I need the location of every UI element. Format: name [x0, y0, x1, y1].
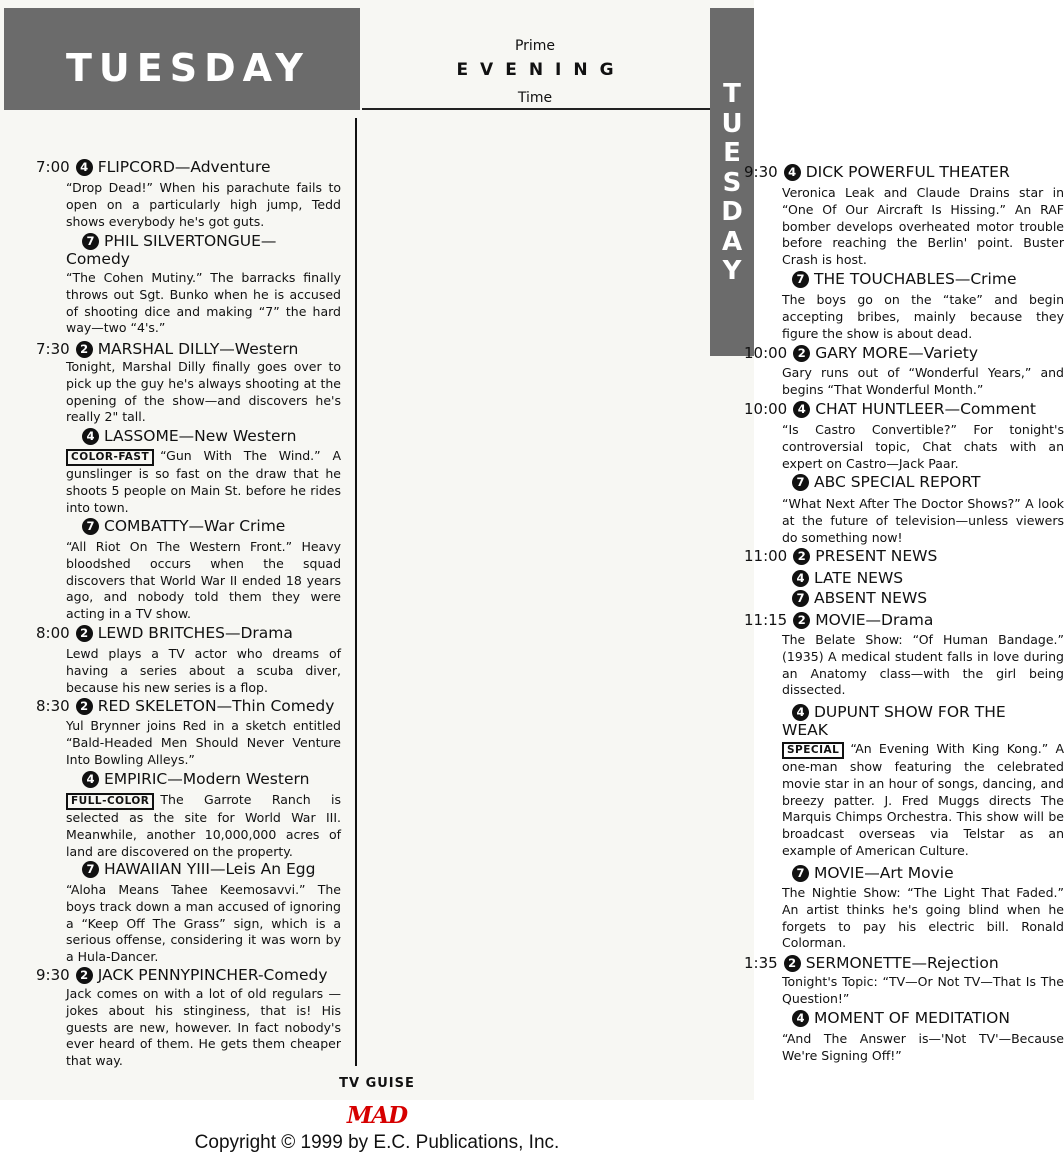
program-title: LASSOME—New Western	[104, 427, 297, 445]
program-title: MARSHAL DILLY—Western	[97, 340, 299, 358]
listing-title-row	[792, 864, 954, 882]
description-text: “Is Castro Convertible?” For tonight's controversial topic, Chat chats with an expert on Castro—Jack Paar.	[782, 422, 1064, 471]
channel-badge: 7	[82, 861, 99, 878]
program-description	[782, 741, 1064, 860]
description-text: Jack comes on with a lot of old regulars —jokes about his stinginess, that is! His guests are new, however. In fact nobody's ever heard of them. He gets them cheaper that way.	[66, 986, 341, 1069]
description-text: “The Cohen Mutiny.” The barracks finally throws out Sgt. Bunko when he is accused of shooting dice and making “7” the hard way—two “4's.”	[66, 270, 341, 336]
channel-badge: 2	[793, 612, 810, 629]
prime-label: Prime	[514, 38, 556, 54]
channel-badge: 7	[82, 518, 99, 535]
channel-badge: 2	[784, 955, 801, 972]
listing-title-row	[82, 427, 296, 445]
copyright-notice: Copyright © 1999 by E.C. Publications, Inc.	[194, 1132, 560, 1153]
time-slot: 11:00	[744, 547, 788, 565]
program-title: COMBATTY—War Crime	[104, 517, 286, 535]
description-text: “An Evening With King Kong.” A one-man show featuring the celebrated movie star in an hour of songs, dancing, and breezy patter. J. Fred Muggs directs The Marquis Chimps Orchestra. This show will be broadcast overseas via Telstar as an example of American Culture.	[782, 741, 1064, 858]
listing-title-row	[82, 232, 276, 250]
prime-time-header	[362, 8, 708, 108]
channel-badge: 4	[82, 428, 99, 445]
time-slot: 7:30	[36, 340, 70, 358]
channel-badge: 4	[793, 401, 810, 418]
program-description	[66, 718, 341, 768]
program-title: DUPUNT SHOW FOR THE	[814, 703, 1006, 721]
channel-badge: 2	[793, 548, 810, 565]
program-title: MOMENT OF MEDITATION	[814, 1009, 1010, 1027]
side-day-tab	[710, 8, 754, 356]
listing-title-row	[36, 624, 293, 642]
color-tag: SPECIAL	[782, 742, 844, 759]
time-slot: 9:30	[744, 163, 778, 181]
program-description	[782, 496, 1064, 546]
listing-title-row	[792, 270, 1016, 288]
channel-badge: 7	[82, 233, 99, 250]
channel-badge: 2	[76, 341, 93, 358]
column-divider	[355, 118, 357, 1066]
description-text: Veronica Leak and Claude Drains star in “One Of Our Aircraft Is Hissing.” An RAF bomber develops overheated motor trouble before reaching the Berlin' point. Buster Crash is host.	[782, 185, 1064, 268]
channel-badge: 2	[76, 698, 93, 715]
description-text: The Garrote Ranch is selected as the site for World War III. Meanwhile, another 10,000,000 acres of land are discovered on the property.	[66, 792, 341, 859]
color-tag: COLOR-FAST	[66, 449, 154, 466]
header-rule	[362, 108, 710, 110]
program-title: MOVIE—Drama	[815, 611, 934, 629]
program-description	[66, 448, 341, 516]
program-description	[66, 270, 341, 337]
description-text: Lewd plays a TV actor who dreams of having a series about a scuba diver, because his new series is a flop.	[66, 646, 341, 695]
description-text: “All Riot On The Western Front.” Heavy bloodshed occurs when the squad discovers that World War II ended 18 years ago, and nobody told them they were acting in a TV show.	[66, 539, 341, 622]
program-description	[782, 292, 1064, 342]
listing-title-row	[36, 966, 328, 984]
description-text: The Nightie Show: “The Light That Faded.” An artist thinks he's going blind when he forgets to pay his electric bill. Ronald Colorman.	[782, 885, 1064, 951]
time-slot: 9:30	[36, 966, 70, 984]
channel-badge: 4	[792, 1010, 809, 1027]
program-description	[782, 885, 1064, 952]
channel-badge: 4	[76, 159, 93, 176]
program-description	[782, 974, 1064, 1008]
program-title: FLIPCORD—Adventure	[97, 158, 271, 176]
program-description	[782, 422, 1064, 472]
listing-title-row	[744, 400, 1036, 418]
footer-magazine-name: TV GUISE	[339, 1076, 415, 1091]
program-description	[782, 185, 1064, 269]
program-title: PRESENT NEWS	[815, 547, 938, 565]
listing-title-row	[744, 344, 978, 362]
program-title: LATE NEWS	[814, 569, 904, 587]
program-description	[66, 986, 341, 1070]
channel-badge: 7	[792, 590, 809, 607]
channel-badge: 7	[792, 865, 809, 882]
time-slot: 11:15	[744, 611, 788, 629]
listing-title-row	[792, 703, 1006, 721]
listing-title-row	[744, 954, 999, 972]
channel-badge: 4	[792, 570, 809, 587]
description-text: Yul Brynner joins Red in a sketch entitled “Bald-Headed Men Should Never Venture Into Bowling Alleys.”	[66, 718, 341, 767]
listing-title-row	[792, 569, 903, 587]
program-title: MOVIE—Art Movie	[814, 864, 954, 882]
program-title: HAWAIIAN YIII—Leis An Egg	[104, 860, 316, 878]
program-title: ABC SPECIAL REPORT	[814, 473, 981, 491]
description-text: Tonight's Topic: “TV—Or Not TV—That Is The Question!”	[782, 974, 1064, 1006]
channel-badge: 2	[793, 345, 810, 362]
listing-title-row	[36, 340, 298, 358]
listing-title-row	[744, 547, 937, 565]
program-description	[66, 539, 341, 623]
listing-title-row	[36, 158, 271, 176]
description-text: “Aloha Means Tahee Keemosavvi.” The boys track down a man accused of ignoring a “Keep Off The Grass” sign, which is a serious offense, considering it was worn by a Hula-Dancer.	[66, 882, 341, 965]
listing-title-row	[792, 473, 980, 491]
channel-badge: 7	[792, 474, 809, 491]
program-title: THE TOUCHABLES—Crime	[814, 270, 1017, 288]
description-text: Gary runs out of “Wonderful Years,” and begins “That Wonderful Month.”	[782, 365, 1064, 397]
channel-badge: 4	[82, 771, 99, 788]
program-description	[782, 1031, 1064, 1065]
color-tag: FULL-COLOR	[66, 793, 154, 810]
description-text: The boys go on the “take” and begin accepting bribes, mainly because they figure the show is about dead.	[782, 292, 1064, 341]
description-text: “And The Answer is—'Not TV'—Because We're Signing Off!”	[782, 1031, 1064, 1063]
program-title: SERMONETTE—Rejection	[805, 954, 999, 972]
channel-badge: 2	[76, 967, 93, 984]
listing-title-row	[82, 860, 315, 878]
description-text: “What Next After The Doctor Shows?” A look at the future of television—unless viewers do something now!	[782, 496, 1064, 545]
time-slot: 1:35	[744, 954, 778, 972]
channel-badge: 4	[784, 164, 801, 181]
description-text: “Gun With The Wind.” A gunslinger is so fast on the draw that he shoots 5 people on Main St. before he rides into town.	[66, 448, 341, 515]
program-title: JACK PENNYPINCHER-Comedy	[97, 966, 328, 984]
time-slot: 10:00	[744, 400, 788, 418]
time-slot: 8:00	[36, 624, 70, 642]
time-slot: 7:00	[36, 158, 70, 176]
program-title: EMPIRIC—Modern Western	[104, 770, 310, 788]
listing-title-row	[82, 517, 285, 535]
time-slot: 10:00	[744, 344, 788, 362]
program-description	[66, 882, 341, 966]
listing-title-row	[36, 697, 334, 715]
listing-title-row	[82, 770, 309, 788]
channel-badge: 7	[792, 271, 809, 288]
description-text: “Drop Dead!” When his parachute fails to open on a particularly high jump, Tedd shows everybody he's got guts.	[66, 180, 341, 229]
evening-label: EVENING	[456, 60, 626, 80]
time-slot: 8:30	[36, 697, 70, 715]
program-title: GARY MORE—Variety	[815, 344, 979, 362]
program-description	[66, 646, 341, 696]
description-text: The Belate Show: “Of Human Bandage.” (1935) A medical student falls in love during an Anatomy class—with the girl being dissected.	[782, 632, 1064, 698]
program-description	[782, 365, 1064, 399]
description-text: Tonight, Marshal Dilly finally goes over to pick up the guy he's always shooting at the opening of the show—and discovers he's really 2" tall.	[66, 359, 341, 425]
time-label: Time	[517, 90, 553, 106]
program-description	[66, 792, 341, 860]
program-description	[66, 180, 341, 230]
program-title: DICK POWERFUL THEATER	[805, 163, 1010, 181]
listing-title-row	[792, 1009, 1010, 1027]
program-title: PHIL SILVERTONGUE—	[104, 232, 277, 250]
listing-title-row	[744, 611, 933, 629]
day-banner	[4, 8, 360, 110]
program-title-continued: Comedy	[66, 250, 130, 268]
side-day-text: T U E S D A Y	[721, 79, 743, 286]
channel-badge: 2	[76, 625, 93, 642]
channel-badge: 4	[792, 704, 809, 721]
program-title: CHAT HUNTLEER—Comment	[815, 400, 1037, 418]
program-title: RED SKELETON—Thin Comedy	[97, 697, 335, 715]
listing-title-row	[792, 589, 927, 607]
program-description	[782, 632, 1064, 699]
mad-logo: MAD	[346, 1102, 408, 1129]
program-title-continued: WEAK	[782, 721, 828, 739]
program-title: ABSENT NEWS	[814, 589, 928, 607]
listing-title-row	[744, 163, 1010, 181]
program-title: LEWD BRITCHES—Drama	[97, 624, 293, 642]
program-description	[66, 359, 341, 426]
day-title: TUESDAY	[66, 46, 310, 90]
